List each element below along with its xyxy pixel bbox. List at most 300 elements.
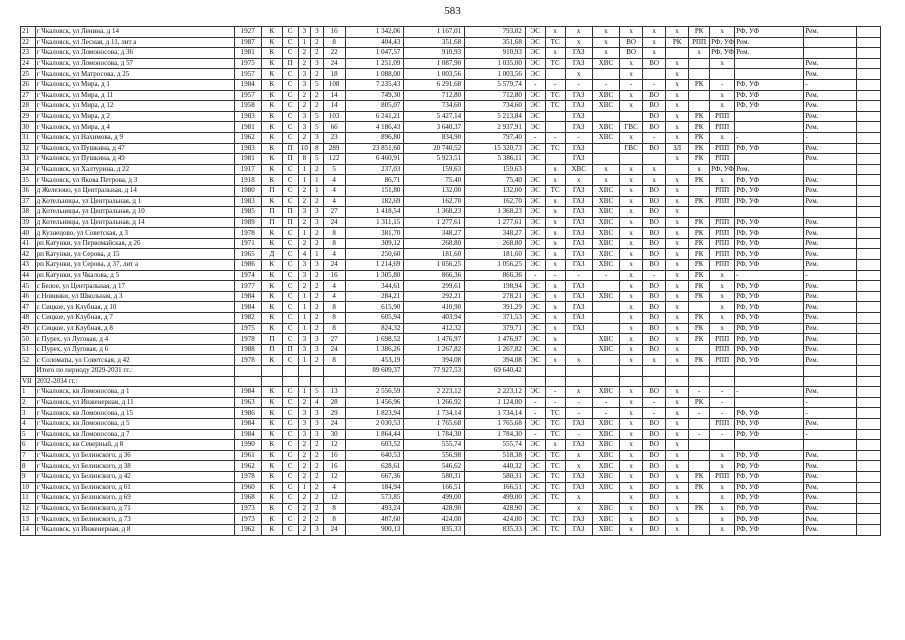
table-cell: 3 (311, 207, 324, 218)
table-cell: 8 (323, 514, 345, 525)
table-cell: х (620, 397, 643, 408)
table-cell: 1989 (234, 217, 261, 228)
table-cell: ГАЗ (565, 58, 592, 69)
table-cell: ВО (643, 291, 666, 302)
table-cell: С (282, 122, 298, 133)
table-cell (592, 111, 619, 122)
table-cell: РПП (710, 471, 735, 482)
table-cell: 8 (323, 238, 345, 249)
table-cell: х (666, 302, 689, 313)
table-cell: ЭС (525, 440, 545, 451)
table-cell: х (592, 164, 619, 175)
table-cell: 1 (298, 482, 311, 493)
table-row (21, 503, 881, 514)
table-cell: х (545, 291, 565, 302)
table-cell: 866,36 (465, 270, 526, 281)
table-cell: 580,31 (465, 471, 526, 482)
table-cell: РПП (710, 228, 735, 239)
table-cell: 2 (311, 450, 324, 461)
table-cell: К (261, 397, 282, 408)
table-cell: 1 823,94 (345, 408, 404, 419)
table-cell: 428,90 (404, 503, 465, 514)
table-cell: 1 (298, 355, 311, 366)
table-cell: 24 (323, 524, 345, 535)
table-cell: 1957 (234, 90, 261, 101)
table-cell: ВО (643, 101, 666, 112)
table-row (21, 37, 881, 48)
address-cell: г Чкаловск, ул Мира, д 2 (35, 111, 234, 122)
table-cell: 394,08 (404, 355, 465, 366)
table-cell: - (689, 429, 710, 440)
table-cell: С (282, 302, 298, 313)
table-cell: 3 (311, 334, 324, 345)
address-cell: г Чкаловск, кв Ломоносова, д 15 (35, 408, 234, 419)
address-cell: г Чкаловск, ул Ленина, д 14 (35, 27, 234, 38)
table-cell (804, 366, 856, 377)
table-cell: 1 765,68 (465, 418, 526, 429)
table-cell (856, 493, 880, 504)
table-cell: П (261, 334, 282, 345)
table-row (21, 313, 881, 324)
table-cell: 42 (21, 249, 36, 260)
table-cell: С (282, 323, 298, 334)
table-cell: 4 (311, 397, 324, 408)
table-cell: К (261, 164, 282, 175)
table-cell (856, 366, 880, 377)
table-cell (856, 101, 880, 112)
table-cell: ВО (643, 185, 666, 196)
table-row (21, 196, 881, 207)
table-row (21, 90, 881, 101)
table-cell: 1 368,23 (404, 207, 465, 218)
table-cell: х (710, 90, 735, 101)
table-cell: РФ, УФ (735, 503, 804, 514)
table-cell: РК (689, 355, 710, 366)
table-cell: х (643, 37, 666, 48)
table-cell: 4 (323, 185, 345, 196)
table-cell: 3 (311, 132, 324, 143)
table-cell: Рем. (804, 69, 856, 80)
table-row (21, 344, 881, 355)
table-cell (643, 366, 666, 377)
table-cell: 52 (21, 355, 36, 366)
table-cell: 910,93 (465, 48, 526, 59)
table-cell: 1975 (234, 323, 261, 334)
table-cell: 3 640,37 (404, 122, 465, 133)
address-cell: рп Катунки, ул Первомайская, д 26 (35, 238, 234, 249)
table-cell: Рем. (804, 450, 856, 461)
table-cell: х (666, 196, 689, 207)
table-cell: К (261, 355, 282, 366)
table-cell: 292,21 (404, 291, 465, 302)
table-cell: П (282, 207, 298, 218)
table-cell: 556,98 (404, 450, 465, 461)
table-cell: х (710, 270, 735, 281)
table-cell (856, 58, 880, 69)
table-cell (565, 344, 592, 355)
table-cell: Рем. (804, 90, 856, 101)
table-cell: 289 (323, 143, 345, 154)
table-cell: ГАЗ (565, 323, 592, 334)
table-cell: 8 (323, 37, 345, 48)
table-cell: С (282, 90, 298, 101)
table-cell: 5 213,84 (465, 111, 526, 122)
address-cell: г Чкаловск, ул Инженерная, д 8 (35, 524, 234, 535)
table-row (21, 132, 881, 143)
address-cell: с Сицкое, ул Клубная, д 8 (35, 323, 234, 334)
table-row (21, 143, 881, 154)
table-cell: РФ, УФ (735, 302, 804, 313)
table-cell (856, 313, 880, 324)
table-cell: 835,33 (465, 524, 526, 535)
table-cell: ЭС (525, 471, 545, 482)
table-cell: П (261, 185, 282, 196)
table-cell: 834,90 (404, 132, 465, 143)
table-cell: Рем. (804, 154, 856, 165)
table-cell: ВО (643, 260, 666, 271)
table-cell: 493,24 (345, 503, 404, 514)
table-cell: х (666, 260, 689, 271)
table-cell: РФ, УФ (735, 228, 804, 239)
table-cell: х (710, 27, 735, 38)
table-cell: ЭС (525, 111, 545, 122)
table-cell: 712,80 (404, 90, 465, 101)
table-cell: х (545, 217, 565, 228)
table-cell: Рем. (804, 122, 856, 133)
table-cell: ЭС (525, 207, 545, 218)
table-cell: х (666, 132, 689, 143)
table-row (21, 238, 881, 249)
table-cell: 1984 (234, 429, 261, 440)
table-cell: 24 (323, 344, 345, 355)
table-cell: 13 (21, 514, 36, 525)
table-cell: РК (689, 228, 710, 239)
table-cell: К (261, 493, 282, 504)
table-cell: РПП (710, 249, 735, 260)
table-cell (643, 69, 666, 80)
table-row (21, 111, 881, 122)
table-cell: ХВС (592, 101, 619, 112)
table-cell: ТС (545, 482, 565, 493)
table-cell: ЭС (525, 302, 545, 313)
table-cell: 603,52 (345, 440, 404, 451)
table-cell: Рем. (804, 418, 856, 429)
address-cell: с Сицкое, ул Клубная, д 7 (35, 313, 234, 324)
table-cell: РК (689, 196, 710, 207)
table-cell: ЭС (525, 482, 545, 493)
table-cell: х (710, 493, 735, 504)
table-cell: 1 (298, 37, 311, 48)
table-cell: 8 (323, 355, 345, 366)
table-cell: РК (689, 260, 710, 271)
table-cell: - (804, 408, 856, 419)
table-row (21, 260, 881, 271)
table-cell: 1961 (234, 450, 261, 461)
table-cell: 1977 (234, 281, 261, 292)
table-row (21, 524, 881, 535)
table-cell (545, 503, 565, 514)
table-cell: 2 (298, 514, 311, 525)
table-cell: С (282, 461, 298, 472)
table-cell: ЭС (525, 238, 545, 249)
table-cell: - (565, 408, 592, 419)
table-cell: 309,12 (345, 238, 404, 249)
table-cell: 33 (21, 154, 36, 165)
table-cell: 428,90 (465, 503, 526, 514)
table-cell: х (620, 132, 643, 143)
table-cell: х (710, 302, 735, 313)
table-cell: Рем. (804, 471, 856, 482)
table-cell: - (804, 132, 856, 143)
table-cell: РФ, УФ (711, 165, 734, 174)
table-cell: ЭС (525, 387, 545, 398)
table-cell: ЭС (525, 514, 545, 525)
table-cell: - (710, 397, 735, 408)
table-cell: 440,32 (465, 461, 526, 472)
table-cell (323, 366, 345, 377)
table-cell: 22 (21, 37, 36, 48)
table-cell: - (710, 79, 735, 90)
table-cell (710, 376, 735, 387)
table-cell: К (261, 260, 282, 271)
table-cell: 394,08 (465, 355, 526, 366)
table-cell: х (666, 122, 689, 133)
table-cell (856, 429, 880, 440)
table-cell: - (804, 429, 856, 440)
table-row (21, 376, 881, 387)
address-cell: г Чкаловск, кв Ломоносова, д 1 (35, 387, 234, 398)
table-cell: ТС (545, 58, 565, 69)
table-cell (689, 101, 710, 112)
table-cell: х (620, 175, 643, 186)
table-row (21, 493, 881, 504)
table-cell: ГАЗ (565, 260, 592, 271)
table-cell: РК (689, 132, 710, 143)
table-cell: х (710, 514, 735, 525)
table-cell: 27 (21, 90, 36, 101)
table-cell: РК (689, 281, 710, 292)
table-cell (856, 302, 880, 313)
table-cell: 1 784,30 (465, 429, 526, 440)
table-cell: 403,94 (404, 313, 465, 324)
table-cell: ВО (643, 334, 666, 345)
table-cell: 3 (298, 27, 311, 38)
table-cell: х (666, 387, 689, 398)
table-cell: х (592, 175, 619, 186)
table-cell: х (666, 101, 689, 112)
table-cell: С (282, 524, 298, 535)
table-cell: 4 (21, 418, 36, 429)
table-cell: 8 (311, 143, 324, 154)
table-cell: 2 (311, 164, 324, 175)
table-cell: Д (261, 249, 282, 260)
table-cell (666, 366, 689, 377)
table-cell: х (666, 471, 689, 482)
table-cell: х (710, 58, 735, 69)
table-cell: 1980 (234, 185, 261, 196)
table-cell: х (545, 260, 565, 271)
table-cell: х (666, 291, 689, 302)
table-cell (804, 37, 856, 48)
table-cell: - (545, 270, 565, 281)
table-cell (592, 323, 619, 334)
table-cell: ХВС (592, 228, 619, 239)
table-cell: ВО (643, 217, 666, 228)
table-row (21, 408, 881, 419)
table-cell (345, 376, 404, 387)
address-cell: рп Катунки, ул Серова, д 37, лит а (35, 260, 234, 271)
table-cell: ГАЗ (565, 291, 592, 302)
table-cell: х (666, 440, 689, 451)
table-cell: РПП (710, 122, 735, 133)
table-cell: 3 (311, 217, 324, 228)
table-cell: - (545, 79, 565, 90)
table-cell: РК (689, 217, 710, 228)
table-cell: 1 (298, 228, 311, 239)
table-cell: РФ, УФ (735, 79, 804, 90)
table-cell: 2 (311, 493, 324, 504)
table-cell: 49 (21, 323, 36, 334)
table-cell: К (261, 111, 282, 122)
table-cell: ВО (643, 493, 666, 504)
table-cell: 29 (21, 111, 36, 122)
table-cell (856, 323, 880, 334)
table-cell: 1990 (234, 440, 261, 451)
table-cell: ВО (643, 429, 666, 440)
table-cell: 1 (298, 387, 311, 398)
table-cell: 75,40 (404, 175, 465, 186)
table-cell: 3 (298, 260, 311, 271)
table-cell: 1 (21, 387, 36, 398)
table-cell: ХВС (592, 132, 619, 143)
table-cell: 198,94 (465, 281, 526, 292)
table-cell (689, 90, 710, 101)
table-cell: Рем. (804, 143, 856, 154)
table-cell: 3 (298, 270, 311, 281)
table-cell: 1 368,23 (465, 207, 526, 218)
table-cell (545, 366, 565, 377)
address-cell: г Чкаловск, ул Белинского, д 36 (35, 450, 234, 461)
table-cell: П (261, 207, 282, 218)
table-cell (856, 132, 880, 143)
table-cell: 1987 (234, 37, 261, 48)
table-cell (856, 175, 880, 186)
table-cell: С (282, 228, 298, 239)
table-cell: х (545, 238, 565, 249)
table-cell: 284,21 (345, 291, 404, 302)
table-cell (565, 334, 592, 345)
table-cell (856, 514, 880, 525)
table-cell (804, 48, 856, 59)
table-cell (856, 482, 880, 493)
table-row (21, 185, 881, 196)
table-cell (261, 376, 282, 387)
table-cell: ВО (643, 503, 666, 514)
table-cell: 18 (323, 69, 345, 80)
table-cell (620, 366, 643, 377)
table-cell: 379,71 (465, 323, 526, 334)
table-cell: ТС (545, 408, 565, 419)
table-cell: ВО (620, 48, 643, 59)
table-cell: х (565, 461, 592, 472)
table-cell: 1983 (234, 143, 261, 154)
table-cell: 3 (311, 408, 324, 419)
table-cell: х (666, 238, 689, 249)
table-cell: К (261, 503, 282, 514)
table-cell: 3 (311, 58, 324, 69)
table-cell: 1965 (234, 249, 261, 260)
table-cell: х (666, 323, 689, 334)
table-cell: К (261, 281, 282, 292)
address-cell: г Чкаловск, кв Ломоносова, д 5 (35, 418, 234, 429)
table-cell: 900,13 (345, 524, 404, 535)
table-cell (323, 376, 345, 387)
table-cell: 5 923,51 (404, 154, 465, 165)
table-cell: ТС (545, 524, 565, 535)
table-cell: ТС (545, 143, 565, 154)
table-cell: ЭС (525, 185, 545, 196)
table-cell: 793,02 (465, 27, 526, 38)
table-cell: РПП (710, 238, 735, 249)
table-cell: 555,74 (404, 440, 465, 451)
table-cell (298, 376, 311, 387)
table-cell: С (282, 334, 298, 345)
table-cell: РК (689, 143, 710, 154)
table-cell: РФ, УФ (735, 196, 804, 207)
table-row (21, 440, 881, 451)
table-cell: РК (689, 397, 710, 408)
address-cell: г Чкаловск, ул Белинского, д 71 (35, 503, 234, 514)
table-cell: х (643, 27, 666, 38)
table-cell: ХВС (592, 334, 619, 345)
table-row (21, 207, 881, 218)
table-cell (689, 440, 710, 451)
table-cell (856, 281, 880, 292)
table-cell: 1957 (234, 69, 261, 80)
table-cell: 1985 (234, 207, 261, 218)
table-cell: РК (689, 482, 710, 493)
table-cell (689, 450, 710, 461)
table-cell: С (282, 69, 298, 80)
table-cell: С (282, 418, 298, 429)
table-cell: х (620, 471, 643, 482)
table-cell: 712,80 (465, 90, 526, 101)
table-cell: 1 418,54 (345, 207, 404, 218)
table-row (21, 461, 881, 472)
table-cell: РФ, УФ (735, 143, 804, 154)
table-cell (856, 408, 880, 419)
table-cell: Рем. (804, 503, 856, 514)
table-cell: К (261, 482, 282, 493)
table-cell: х (545, 334, 565, 345)
table-cell (689, 376, 710, 387)
table-cell: 1 784,30 (404, 429, 465, 440)
table-cell: х (666, 111, 689, 122)
table-cell: 2 (311, 355, 324, 366)
table-cell: х (666, 270, 689, 281)
table-cell: 21 (21, 27, 36, 38)
table-cell: 181,60 (465, 249, 526, 260)
table-cell: ЭС (525, 90, 545, 101)
table-cell: 28 (323, 397, 345, 408)
table-cell: 3 (311, 429, 324, 440)
table-cell (856, 450, 880, 461)
table-cell (856, 48, 880, 59)
table-cell: 1 214,69 (345, 260, 404, 271)
table-cell: ЭС (525, 69, 545, 80)
table-cell: 8 (323, 313, 345, 324)
table-cell: 159,63 (465, 164, 526, 175)
